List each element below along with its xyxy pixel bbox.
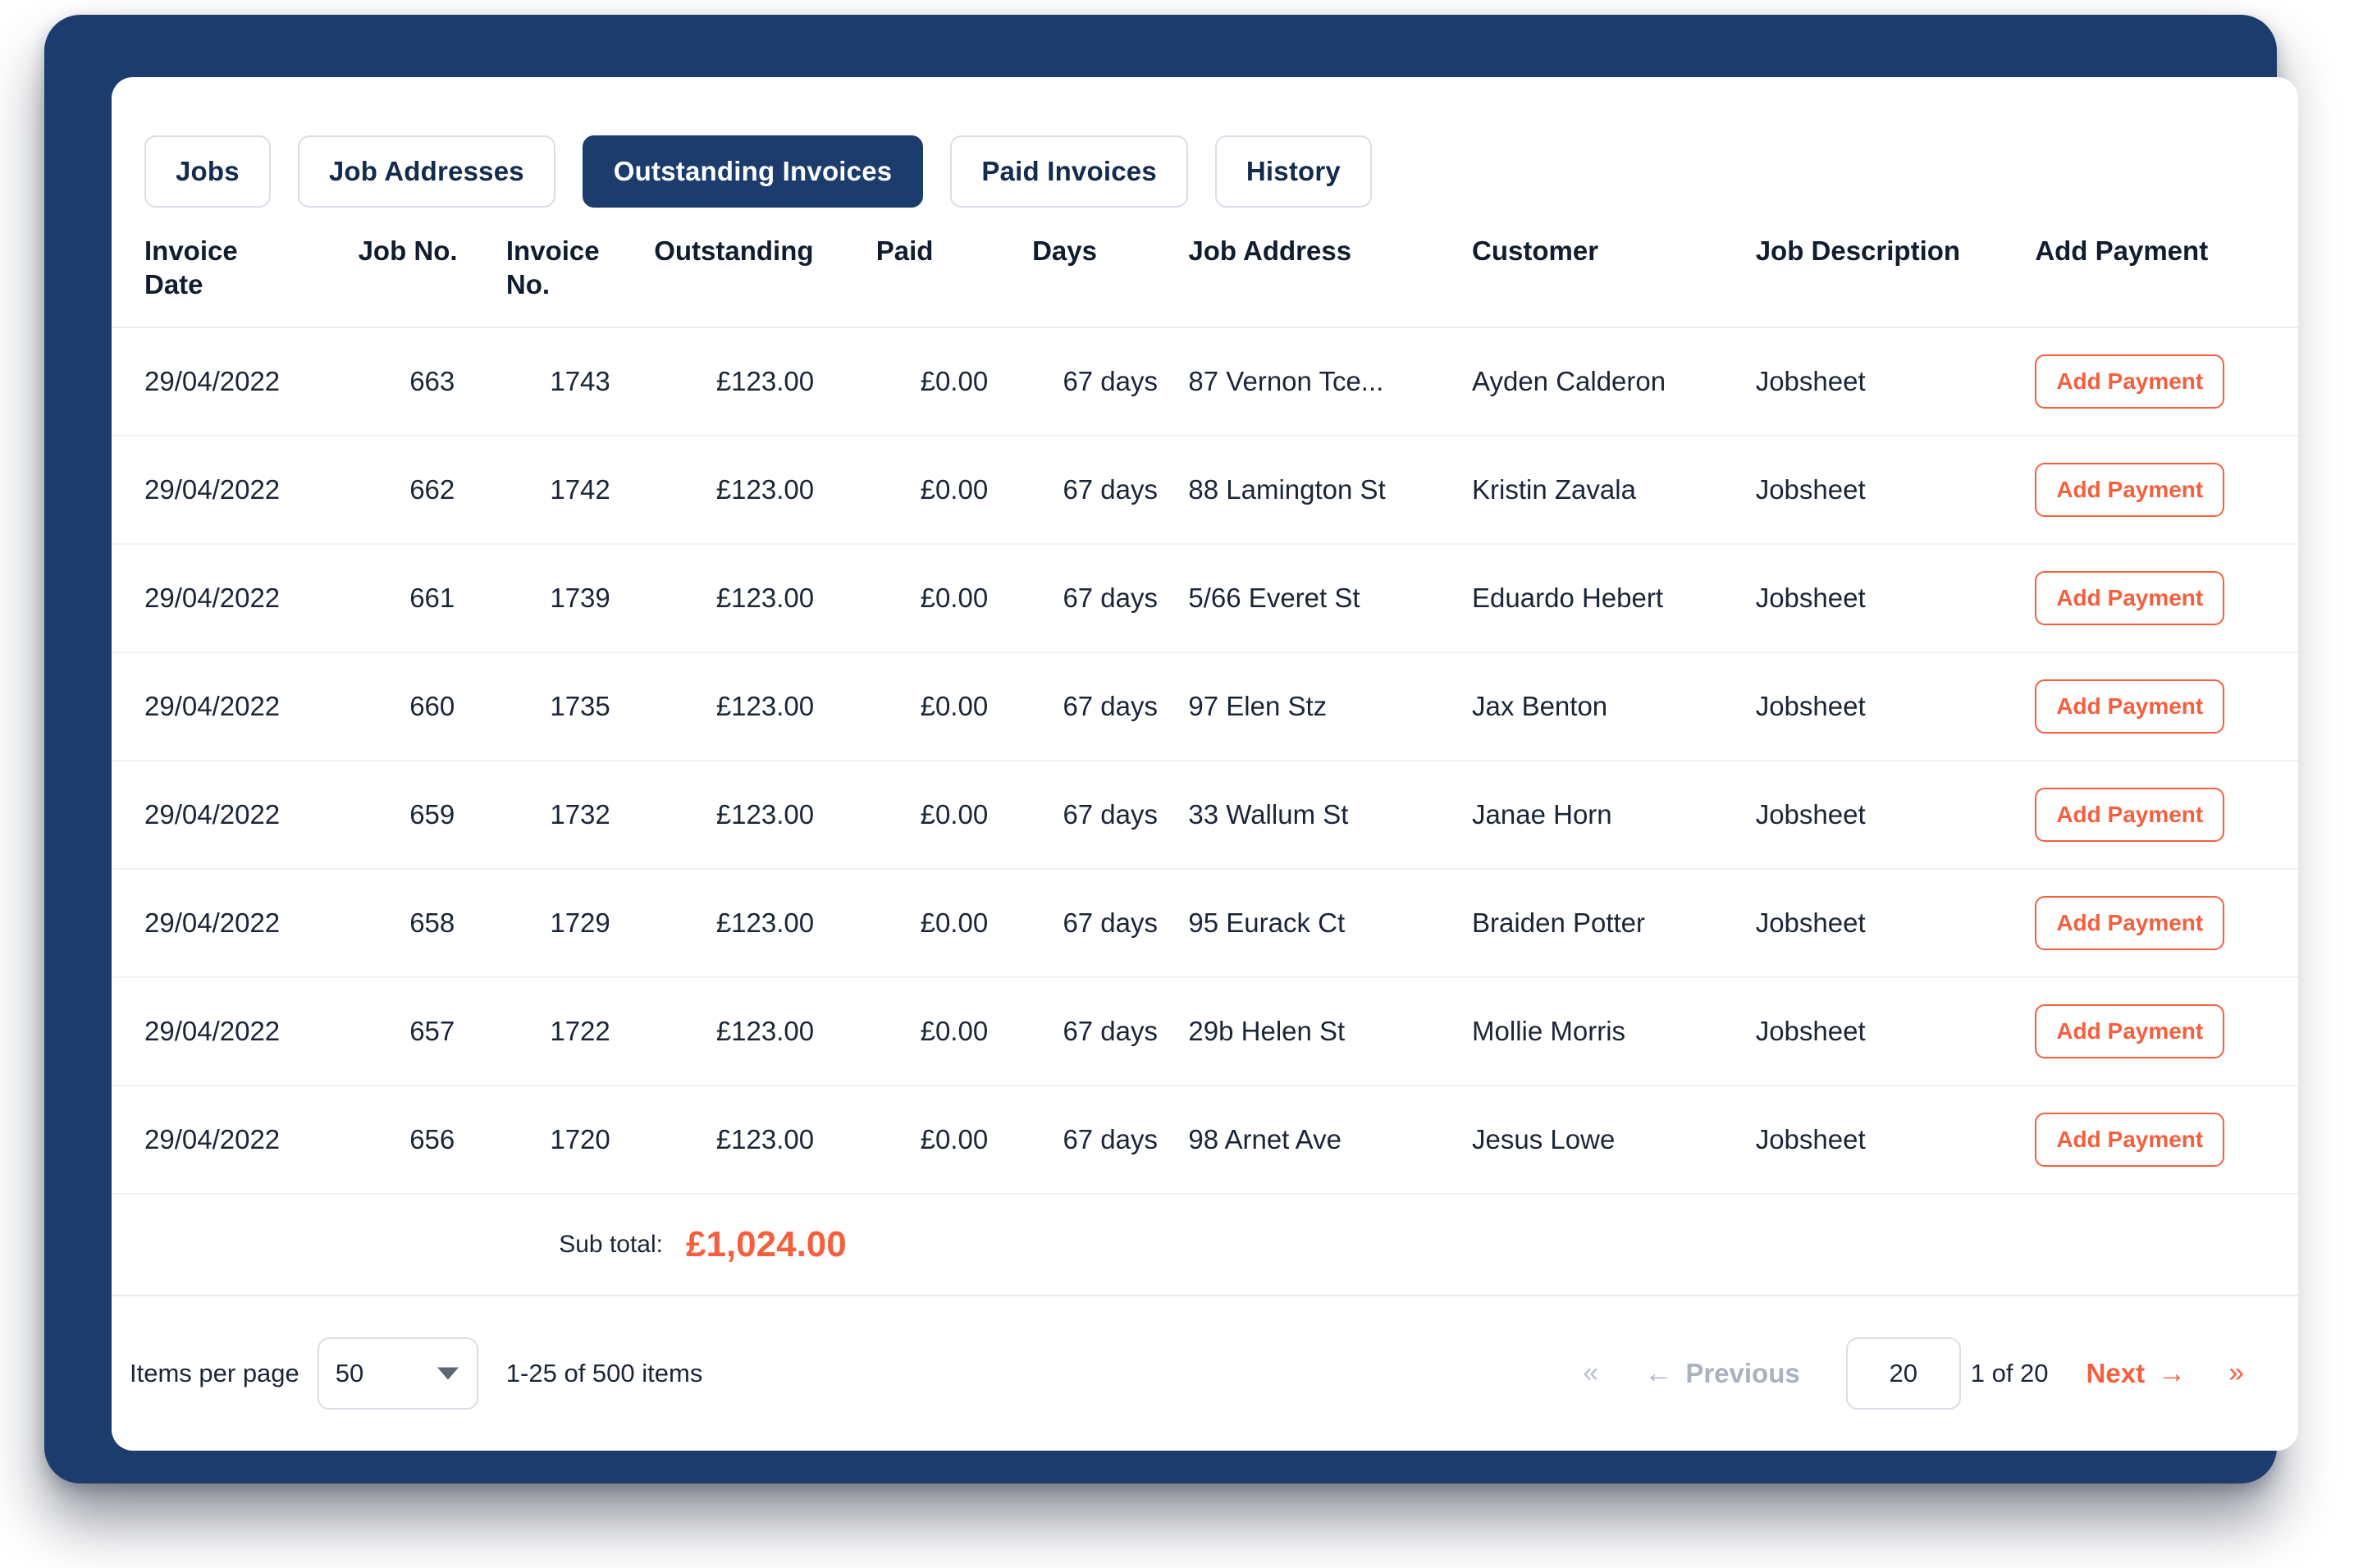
cell-outstanding: £123.00 [654,869,876,977]
cell-customer: Jesus Lowe [1472,1086,1756,1194]
table-row[interactable] [112,869,2298,977]
cell-add-payment [2035,544,2298,652]
column-header-job-description: Job Description [1756,222,2036,327]
cell-invoice-date: 29/04/2022 [112,652,359,761]
cell-job-description: Jobsheet [1756,652,2036,761]
cell-outstanding: £123.00 [654,544,876,652]
device-frame [44,15,2277,1483]
pager-controls [1561,1337,2265,1410]
cell-days: 67 days [1032,436,1188,544]
cell-customer: Janae Horn [1472,761,1756,869]
cell-job-address: 5/66 Everet St [1188,544,1472,652]
previous-page-button[interactable] [1620,1358,1824,1389]
add-payment-button[interactable]: Add Payment [2035,463,2224,517]
double-chevron-left-icon[interactable]: « [1583,1357,1599,1389]
cell-job-address: 95 Eurack Ct [1188,869,1472,977]
cell-job-address: 87 Vernon Tce... [1188,327,1472,436]
arrow-right-icon: → [2158,1357,2187,1389]
column-header-paid: Paid [876,222,1032,327]
tab-bar [112,77,2298,222]
invoices-card [112,77,2298,1451]
arrow-left-icon: ← [1644,1357,1673,1389]
cell-job-address: 88 Lamington St [1188,436,1472,544]
cell-invoice-date: 29/04/2022 [112,977,359,1086]
cell-job-no: 660 [359,652,506,761]
table-header [112,222,2298,327]
chevron-down-icon [437,1367,459,1379]
cell-invoice-no: 1732 [506,761,654,869]
cell-outstanding: £123.00 [654,761,876,869]
cell-invoice-date: 29/04/2022 [112,1086,359,1194]
table-row[interactable] [112,652,2298,761]
cell-paid: £0.00 [876,761,1032,869]
cell-invoice-no: 1729 [506,869,654,977]
double-chevron-right-icon[interactable]: » [2228,1357,2244,1389]
cell-customer: Kristin Zavala [1472,436,1756,544]
cell-job-no: 658 [359,869,506,977]
cell-outstanding: £123.00 [654,1086,876,1194]
subtotal-value: £1,024.00 [686,1223,847,1264]
cell-paid: £0.00 [876,327,1032,436]
cell-job-description: Jobsheet [1756,761,2036,869]
tab-history-label: History [1245,156,1341,186]
column-header-invoice-no [506,222,654,327]
column-header-invoice-date [112,222,359,327]
table-row[interactable] [112,544,2298,652]
add-payment-button[interactable]: Add Payment [2035,1113,2224,1167]
cell-customer: Eduardo Hebert [1472,544,1756,652]
cell-add-payment [2035,1086,2298,1194]
cell-paid: £0.00 [876,652,1032,761]
column-header-invoice-no-line1: Invoice [505,235,600,267]
cell-add-payment [2035,761,2298,869]
table-row[interactable] [112,761,2298,869]
cell-paid: £0.00 [876,436,1032,544]
cell-job-address: 33 Wallum St [1188,761,1472,869]
invoices-table [112,222,2298,1195]
cell-add-payment [2035,869,2298,977]
cell-invoice-no: 1742 [506,436,654,544]
cell-invoice-no: 1735 [506,652,654,761]
column-header-invoice-date-line2: Date [144,269,203,300]
cell-job-no: 662 [359,436,506,544]
cell-outstanding: £123.00 [654,652,876,761]
add-payment-button[interactable]: Add Payment [2035,571,2224,625]
add-payment-button[interactable]: Add Payment [2035,896,2224,950]
items-per-page-value: 50 [335,1358,364,1387]
cell-add-payment [2035,977,2298,1086]
cell-outstanding: £123.00 [654,977,876,1086]
table-row[interactable] [112,327,2298,436]
tab-paid-invoices[interactable] [950,135,1188,208]
cell-paid: £0.00 [876,1086,1032,1194]
cell-job-address: 98 Arnet Ave [1188,1086,1472,1194]
cell-days: 67 days [1032,1086,1188,1194]
cell-days: 67 days [1032,544,1188,652]
cell-days: 67 days [1032,761,1188,869]
cell-days: 67 days [1032,327,1188,436]
cell-job-description: Jobsheet [1756,1086,2036,1194]
previous-page-label: Previous [1685,1357,1800,1388]
cell-job-address: 29b Helen St [1188,977,1472,1086]
table-header-row [112,222,2298,327]
cell-job-description: Jobsheet [1756,869,2036,977]
column-header-invoice-date-line1: Invoice [144,235,238,267]
cell-job-description: Jobsheet [1756,327,2036,436]
cell-outstanding: £123.00 [654,436,876,544]
page-number-input[interactable]: 20 [1846,1337,1961,1410]
invoices-table-container [112,222,2298,1296]
column-header-invoice-no-line2: No. [505,269,551,300]
page-of-text: 1 of 20 [1970,1358,2049,1387]
column-header-job-no: Job No. [359,222,506,327]
cell-job-description: Jobsheet [1756,977,2036,1086]
column-header-days: Days [1032,222,1188,327]
cell-days: 67 days [1032,977,1188,1086]
next-page-label: Next [2086,1357,2146,1388]
cell-customer: Jax Benton [1472,652,1756,761]
add-payment-button[interactable]: Add Payment [2035,1004,2224,1058]
tab-outstanding-invoices[interactable] [583,135,924,208]
add-payment-button[interactable]: Add Payment [2035,788,2224,842]
table-body [112,327,2298,1194]
tab-history[interactable] [1215,135,1372,208]
cell-customer: Ayden Calderon [1472,327,1756,436]
cell-invoice-date: 29/04/2022 [112,869,359,977]
cell-job-description: Jobsheet [1756,544,2036,652]
tab-job-addresses[interactable] [298,135,555,208]
column-header-outstanding: Outstanding [654,222,876,327]
column-header-customer: Customer [1472,222,1756,327]
cell-job-description: Jobsheet [1756,436,2036,544]
cell-job-no: 656 [359,1086,506,1194]
cell-add-payment [2035,652,2298,761]
cell-paid: £0.00 [876,544,1032,652]
add-payment-button[interactable]: Add Payment [2035,354,2224,409]
cell-invoice-date: 29/04/2022 [112,761,359,869]
cell-job-no: 657 [359,977,506,1086]
cell-customer: Mollie Morris [1472,977,1756,1086]
cell-invoice-no: 1722 [506,977,654,1086]
cell-customer: Braiden Potter [1472,869,1756,977]
subtotal-label: Sub total: [559,1230,663,1258]
cell-paid: £0.00 [876,869,1032,977]
cell-outstanding: £123.00 [654,327,876,436]
table-row[interactable] [112,1086,2298,1194]
cell-invoice-no: 1739 [506,544,654,652]
column-header-job-address: Job Address [1188,222,1472,327]
tab-paid-invoices-label: Paid Invoices [981,156,1157,186]
table-row[interactable] [112,436,2298,544]
cell-days: 67 days [1032,652,1188,761]
cell-job-no: 659 [359,761,506,869]
add-payment-button[interactable]: Add Payment [2035,679,2224,734]
cell-invoice-date: 29/04/2022 [112,544,359,652]
tab-outstanding-invoices-label: Outstanding Invoices [613,156,893,186]
cell-invoice-date: 29/04/2022 [112,436,359,544]
tab-jobs-label: Jobs [176,156,240,186]
item-range-text: 1-25 of 500 items [505,1358,703,1387]
cell-job-no: 661 [359,544,506,652]
subtotal-row [112,1195,2298,1296]
cell-job-address: 97 Elen Stz [1188,652,1472,761]
cell-days: 67 days [1032,869,1188,977]
tab-job-addresses-label: Job Addresses [328,156,524,186]
items-per-page-select[interactable] [318,1337,478,1410]
column-header-add-payment: Add Payment [2035,222,2298,327]
table-row[interactable] [112,977,2298,1086]
cell-invoice-no: 1720 [506,1086,654,1194]
cell-invoice-date: 29/04/2022 [112,327,359,436]
pagination-bar [112,1296,2298,1451]
cell-paid: £0.00 [876,977,1032,1086]
cell-add-payment [2035,436,2298,544]
cell-add-payment [2035,327,2298,436]
cell-invoice-no: 1743 [506,327,654,436]
items-per-page-label: Items per page [130,1358,299,1387]
next-page-button[interactable] [2065,1358,2208,1389]
tab-jobs[interactable] [144,135,271,208]
cell-job-no: 663 [359,327,506,436]
